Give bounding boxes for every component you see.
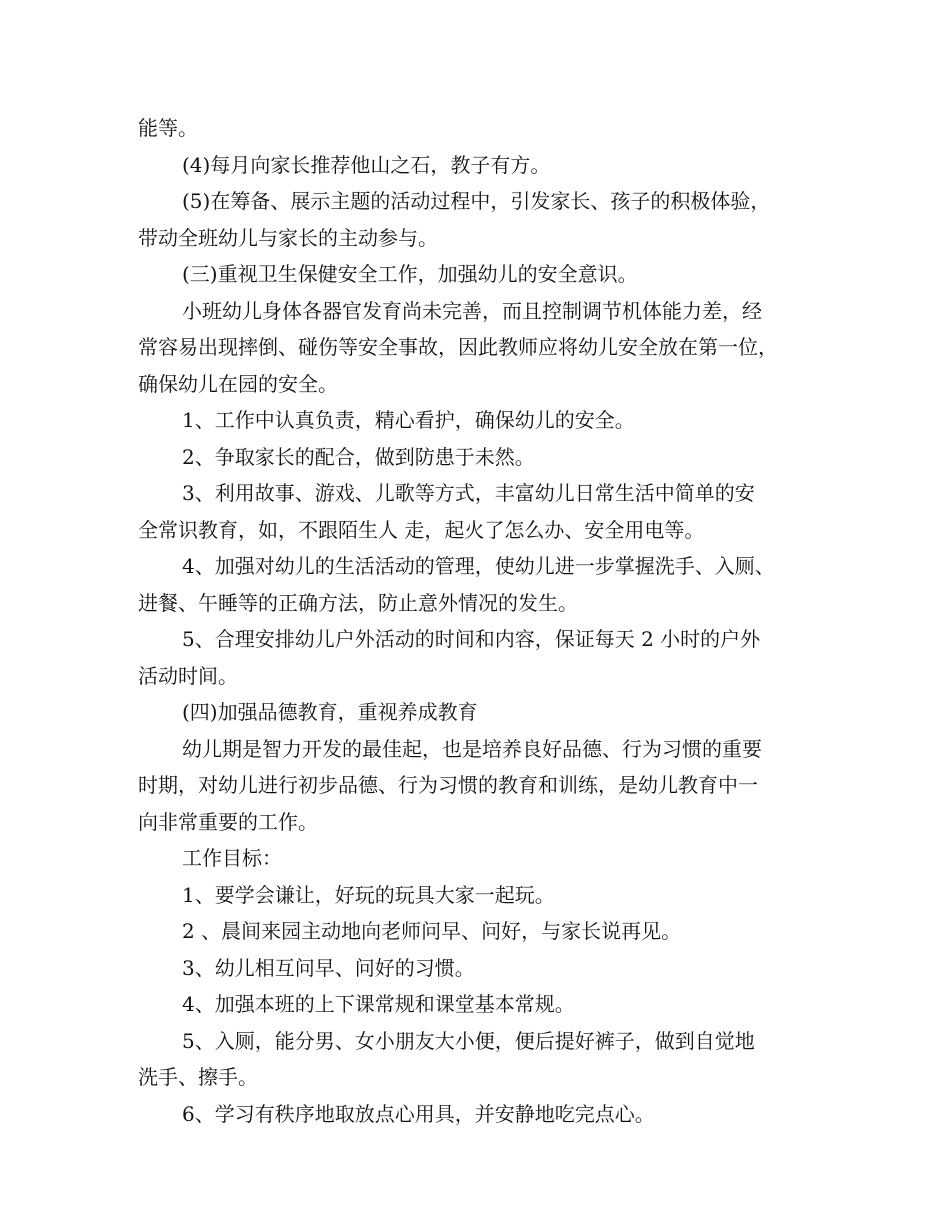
paragraph (138, 1023, 838, 1096)
text-line: 幼儿期是智力开发的最佳起，也是培养良好品德、行为习惯的重要 (182, 736, 762, 761)
paragraph (138, 110, 838, 147)
paragraph (138, 256, 838, 293)
paragraph (138, 621, 838, 694)
text-line: 进餐、午睡等的正确方法，防止意外情况的发生。 (138, 590, 578, 615)
text-line: 全常识教育，如，不跟陌生人 走，起火了怎么办、安全用电等。 (138, 517, 705, 542)
paragraph (138, 877, 838, 914)
text-line: 常容易出现摔倒、碰伤等安全事故，因此教师应将幼儿安全放在第一位， (138, 335, 778, 359)
paragraph (138, 147, 838, 184)
text-line: 3、幼儿相互问早、问好的习惯。 (182, 955, 475, 980)
text-line: 6、学习有秩序地取放点心用具，并安静地吃完点心。 (182, 1101, 655, 1126)
paragraph (138, 913, 838, 950)
text-line: 3、利用故事、游戏、儿歌等方式，丰富幼儿日常生活中简单的安 (182, 481, 755, 505)
text-line: (5)在筹备、展示主题的活动过程中，引发家长、孩子的积极体验， (182, 189, 771, 213)
text-line: 5、合理安排幼儿户外活动的时间和内容，保证每天 2 小时的户外 (182, 627, 761, 651)
paragraph (138, 1096, 838, 1133)
text-line: 5、入厕，能分男、女小朋友大小便，便后提好裤子，做到自觉地 (182, 1028, 755, 1053)
text-line: (三)重视卫生保健安全工作，加强幼儿的安全意识。 (182, 262, 638, 286)
paragraph (138, 694, 838, 731)
text-line: 4、加强对幼儿的生活活动的管理，使幼儿进一步掌握洗手、入厕、 (182, 554, 775, 578)
text-line: 2 、晨间来园主动地向老师问早、问好，与家长说再见。 (182, 919, 682, 943)
paragraph (138, 402, 838, 439)
paragraph (138, 950, 838, 987)
text-line: 1、要学会谦让，好玩的玩具大家一起玩。 (182, 882, 555, 907)
text-line: 时期，对幼儿进行初步品德、行为习惯的教育和训练，是幼儿教育中一 (138, 773, 758, 797)
text-line: 1、工作中认真负责，精心看护，确保幼儿的安全。 (182, 408, 635, 432)
text-line: 活动时间。 (138, 663, 238, 688)
text-line: 带动全班幼儿与家长的主动参与。 (138, 225, 438, 250)
text-line: (4)每月向家长推荐他山之石，教子有方。 (182, 152, 551, 177)
paragraph (138, 840, 838, 877)
text-line: 4、加强本班的上下课常规和课堂基本常规。 (182, 992, 575, 1016)
paragraph (138, 439, 838, 476)
text-line: 洗手、擦手。 (138, 1065, 258, 1089)
text-line: 工作目标： (182, 846, 282, 870)
paragraph (138, 986, 838, 1023)
paragraph (138, 548, 838, 621)
text-line: 确保幼儿在园的安全。 (138, 371, 338, 396)
paragraph (138, 293, 838, 403)
document-body (138, 110, 838, 1132)
paragraph (138, 731, 838, 841)
text-line: 小班幼儿身体各器官发育尚未完善，而且控制调节机体能力差，经 (182, 298, 762, 323)
text-line: 2、争取家长的配合，做到防患于未然。 (182, 444, 535, 469)
text-line: (四)加强品德教育，重视养成教育 (182, 700, 478, 724)
text-line: 能等。 (138, 116, 198, 140)
paragraph (138, 475, 838, 548)
text-line: 向非常重要的工作。 (138, 809, 318, 834)
paragraph (138, 183, 838, 256)
